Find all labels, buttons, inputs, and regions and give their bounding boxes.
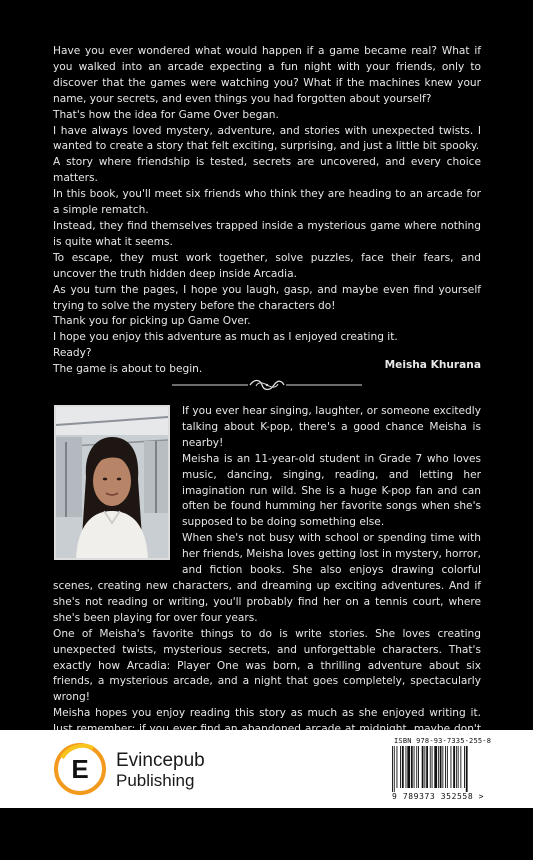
- intro-paragraph: A story where friendship is tested, secrets are uncovered, and every choice matters.: [53, 156, 481, 185]
- author-bio: [53, 404, 481, 754]
- isbn-label: ISBN 978-93-7335-255-8: [394, 737, 492, 745]
- author-signature: Meisha Khurana: [384, 359, 481, 371]
- publisher-name-line2: Publishing: [116, 771, 195, 790]
- author-note: [53, 44, 481, 378]
- ornament-divider: [172, 377, 362, 393]
- evincepub-logo-icon: [53, 740, 113, 798]
- bio-paragraph: One of Meisha's favorite things to do is write stories. She loves creating unexpected twists, mysterious secrets, and unforgettable characters. That's exactly how Arcadia: Player One was born, a thrilling adventure about six friends, a mysterious arcade, and a night that goes completely, spectacularly wrong!: [53, 627, 481, 704]
- bio-paragraph: When she's not busy with school or spending time with her friends, Meisha loves getting lost in mystery, horror, and fiction books. She also enjoys drawing colorful scenes, creating new characters, and dreaming up exciting adventures. And if she's not reading or writing, you'll probably find her on a tennis court, where she's been playing for over four years.: [53, 532, 481, 624]
- intro-paragraph: I have always loved mystery, adventure, and stories with unexpected twists. I wanted to create a story that felt exciting, surprising, and just a little bit spooky.: [53, 124, 481, 153]
- photo-wrap-spacer: [53, 404, 182, 576]
- bio-paragraph: Meisha hopes you enjoy reading this story as much as she enjoyed writing it.: [53, 707, 481, 720]
- intro-paragraph: That's how the idea for Game Over began.: [53, 108, 279, 121]
- intro-paragraph: Have you ever wondered what would happen if a game became real? What if you walked into an arcade expecting a fun night with your friends, only to discover that the games were watching you? What if the machines knew your name, your secrets, and even things you had forgotten about yourself?: [53, 45, 481, 105]
- intro-paragraph: Instead, they find themselves trapped inside a mysterious game where nothing is quite what it seems.: [53, 219, 481, 248]
- logo-letter: E: [71, 754, 89, 784]
- bio-paragraph: Meisha is an 11-year-old student in Grade 7 who loves music, dancing, singing, reading, and letting her imagination run wild. She is a huge K-pop fan and can often be found humming her favorite songs when she's supposed to be doing something else.: [182, 452, 481, 529]
- intro-paragraph: Ready?: [53, 347, 92, 360]
- intro-paragraph: In this book, you'll meet six friends who think they are heading to an arcade for a simple rematch.: [53, 188, 481, 217]
- publisher-logo: [53, 740, 213, 798]
- isbn-barcode: [390, 746, 494, 792]
- intro-paragraph: I hope you enjoy this adventure as much as I enjoyed creating it.: [53, 331, 398, 344]
- intro-paragraph: The game is about to begin.: [53, 363, 203, 376]
- bio-paragraph: If you ever hear singing, laughter, or someone excitedly talking about K-pop, there's a good chance Meisha is nearby!: [182, 405, 481, 449]
- intro-paragraph: To escape, they must work together, solve puzzles, face their fears, and uncover the truth hidden deep inside Arcadia.: [53, 251, 481, 280]
- publisher-name-line1: Evincepub: [116, 750, 205, 771]
- intro-paragraph: As you turn the pages, I hope you laugh, gasp, and maybe even find yourself trying to solve the mystery before the characters do!: [53, 283, 481, 312]
- intro-paragraph: Thank you for picking up Game Over.: [53, 315, 251, 328]
- barcode-digits: 9 789373 352558 >: [392, 792, 485, 801]
